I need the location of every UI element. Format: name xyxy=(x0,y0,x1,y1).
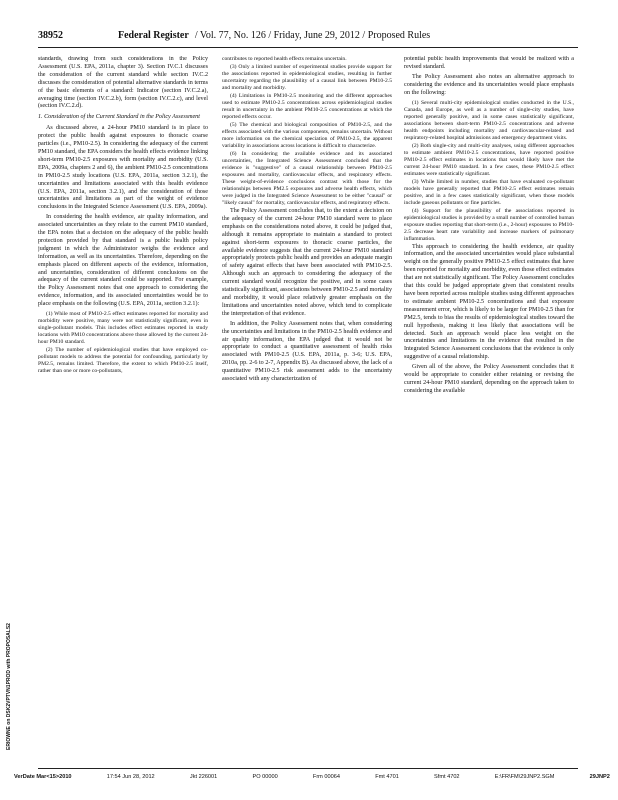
footer-fmt: Fmt 4701 xyxy=(375,774,399,780)
numbered-list xyxy=(404,100,574,243)
footer-verdate: VerDate Mar<15>2010 xyxy=(14,774,72,780)
list-item: (4) Support for the plausibility of the associations reported in epidemiological studies is provided by a small number of controlled human exposure studies reporting that short-term (i.e., 2-hour) exposures to PM10-2.5 decrease heart rate variability and increase markers of pulmonary inflammation. xyxy=(404,207,574,242)
footer-time: 17:54 Jun 28, 2012 xyxy=(106,774,155,780)
numbered-list xyxy=(38,311,208,375)
publication-title: Federal Register xyxy=(118,30,189,41)
footer-sfmt: Sfmt 4702 xyxy=(434,774,460,780)
list-item: (6) In considering the available evidence and its associated uncertainties, the Integrated Science Assessment concluded that the evidence is "suggestive" of a causal relationship between PM10-2.5 exposures and mortality, cardiovascular effects, and respiratory effects. These weight-of-evidence conclusions contrast with those for the relationships between PM2.5 exposures and adverse health effects, which were judged in the Integrated Science Assessment to be either "causal" or "likely causal" for mortality, cardiovascular effects, and respiratory effects. xyxy=(222,151,392,206)
list-item: (3) Only a limited number of experimental studies provide support for the associations reported in epidemiological studies, resulting in further uncertainty regarding the plausibility of a causal link between PM10-2.5 and mortality and morbidity. xyxy=(222,64,392,91)
list-item: contributes to reported health effects remains uncertain. xyxy=(222,56,347,62)
list-item: (2) The number of epidemiological studies that have employed co-pollutant models to address the potential for confounding, particularly by PM2.5, remains limited. Therefore, the extent to which PM10-2.5 itself, rather than one or more co-pollutants, xyxy=(38,347,208,375)
page-footer xyxy=(14,771,610,783)
footer-code: 29JNP2 xyxy=(589,774,610,780)
paragraph: standards, drawing from such considerations in the Policy Assessment (U.S. EPA, 2011a, chapter 3). Section IV.C.1 discusses the consideration of the current standard while section IV.C.2 discusses the consideration of potential alternative standards in terms of the basic elements of a standard: Indicator (section IV.C.2.a), averaging time (section IV.C.2.b), form (section IV.C.2.c), and level (section IV.C.2.d). xyxy=(38,56,208,110)
paragraph: In addition, the Policy Assessment notes that, when considering the uncertainties and limitations in the PM10-2.5 health evidence and air quality information, the EPA judged that it would not be appropriate to conduct a quantitative assessment of health risks associated with PM10-2.5 (U.S. EPA, 2011a, p. 3-6; U.S. EPA, 2010a, pp. 2-6 to 2-7, Appendix B). As discussed above, the lack of a quantitative PM10-2.5 risk assessment adds to the uncertainty associated with any characterization of xyxy=(222,320,392,383)
footer-file: E:\FR\FM\29JNP2.SGM xyxy=(494,774,555,780)
list-item: (5) The chemical and biological composition of PM10-2.5, and the effects associated with the various components, remains uncertain. Without more information on the chemical speciation of PM10-2.5, the apparent variability in associations across locations is difficult to characterize. xyxy=(222,122,392,149)
list-item: (1) While most of PM10-2.5 effect estimates reported for mortality and morbidity were positive, many were not statistically significant, even in single-pollutant models. This includes effect estimates reported in study locations with PM10 concentrations above those allowed by the current 24-hour PM10 standard. xyxy=(38,311,208,346)
paragraph: Given all of the above, the Policy Assessment concludes that it would be appropriate to consider either retaining or revising the current 24-hour PM10 standard, depending on the approach taken to considering the available xyxy=(404,364,574,394)
footer-jkt: Jkt 226001 xyxy=(189,774,218,780)
page-header xyxy=(38,30,578,46)
text-column-3 xyxy=(404,56,574,742)
paragraph: The Policy Assessment concludes that, to the extent a decision on the adequacy of the current 24-hour PM10 standard were to place emphasis on the considerations noted above, it could be judged that, although it remains appropriate to maintain a standard to protect against short-term exposures to thoracic coarse particles, the available evidence suggests that the current 24-hour PM10 standard appropriately protects public health and provides an adequate margin of safety against effects that have been associated with PM10-2.5. Although such an approach to considering the adequacy of the current standard would recognize the positive, and in some cases statistically significant, associations between PM10-2.5 and mortality and morbidity, it would place relatively greater emphasis on the limitations and uncertainties noted above, which tend to complicate the interpretation of that evidence. xyxy=(222,208,392,317)
side-note-text: ERIOWNE on DSK2VPTVN1PROD with PROPOSALS2 xyxy=(6,623,12,750)
list-item: (2) Both single-city and multi-city analyses, using different approaches to estimate ambient PM10-2.5 concentrations, have reported positive PM10-2.5 effect estimates in locations that would likely have met the current 24-hour PM10 standard. In a few cases, these PM10-2.5 effect estimates were statistically significant. xyxy=(404,142,574,177)
paragraph: As discussed above, a 24-hour PM10 standard is in place to protect the public health against exposures to thoracic coarse particles (i.e., PM10-2.5). In considering the adequacy of the current PM10 standard, the EPA considers the health effects evidence linking short-term PM10-2.5 exposures with mortality and morbidity (U.S. EPA, 2009a, chapters 2 and 6), the ambient PM10-2.5 concentrations in PM10-2.5 study locations (U.S. EPA, 2011a, section 3.2.1), the uncertainties and limitations associated with this health evidence (U.S. EPA, 2011a, section 3.2.1), and the consideration of those uncertainties and limitations as part of the weight of evidence conclusions in the Integrated Science Assessment (U.S. EPA, 2009a). xyxy=(38,125,208,211)
list-item: (3) While limited in number, studies that have evaluated co-pollutant models have generally reported that PM10-2.5 effect estimates remain positive, and in a few cases statistically significant, when those models include gaseous pollutants or fine particles. xyxy=(404,178,574,206)
footer-rule xyxy=(38,768,578,769)
list-item: (1) Several multi-city epidemiological studies conducted in the U.S., Canada, and Europe, as well as a number of single-city studies, have reported generally positive, and in some cases statistically significant, associations between short-term PM10-2.5 concentrations and adverse health endpoints including mortality and cardiovascular-related and respiratory-related hospital admissions and emergency department visits. xyxy=(404,99,574,141)
text-column-1 xyxy=(38,56,208,742)
volume-issue-date: / Vol. 77, No. 126 / Friday, June 29, 2012 / Proposed Rules xyxy=(194,30,431,41)
paragraph: The Policy Assessment also notes an alternative approach to considering the evidence and its uncertainties would place emphasis on the following: xyxy=(404,73,574,96)
text-column-2 xyxy=(222,56,392,742)
paragraph: This approach to considering the health evidence, air quality information, and the associated uncertainties would place substantial weight on the generally positive PM10-2.5 effect estimates that have been reported for mortality and morbidity, even those effect estimates that are not statistically significant. The Policy Assessment concludes that this could be judged appropriate given that consistent results have been reported across multiple studies using different approaches to estimate ambient PM10-2.5 concentrations and that exposure measurement error, which is likely to be larger for PM10-2.5 than for PM2.5, tends to bias the results of epidemiological studies toward the null hypothesis, making it less likely that associations will be detected. Such an approach would place less weight on the uncertainties and limitations in the evidence that resulted in the Integrated Science Assessment conclusions that the evidence is only suggestive of a causal relationship. xyxy=(404,243,574,361)
paragraph: potential public health improvements that would be realized with a revised standard. xyxy=(404,56,574,70)
header-rule xyxy=(38,47,578,48)
side-margin-note xyxy=(6,600,16,760)
paragraph: In considering the health evidence, air quality information, and associated uncertainties as they relate to the current PM10 standard, the EPA notes that a decision on the adequacy of the public health protection provided by that standard is a public health policy judgment in which the Administrator weighs the evidence and information, as well as its uncertainties. Therefore, depending on the emphasis placed on different aspects of the evidence, information, and uncertainties, consideration of different conclusions on the adequacy of the current standard could be supported. For example, the Policy Assessment notes that one approach to considering the evidence, information, and its associated uncertainties would be to place emphasis on the following (U.S. EPA, 2011a, section 3.2.1): xyxy=(38,214,208,308)
list-item: (4) Limitations in PM10-2.5 monitoring and the different approaches used to estimate PM10-2.5 concentrations across epidemiological studies result in uncertainty in the ambient PM10-2.5 concentrations at which the reported effects occur. xyxy=(222,93,392,120)
footer-frm: Frm 00064 xyxy=(312,774,340,780)
section-heading: 1. Consideration of the Current Standard in the Policy Assessment xyxy=(38,114,200,121)
numbered-list xyxy=(222,56,392,207)
page-number: 38952 xyxy=(38,30,63,41)
footer-po: PO 00000 xyxy=(252,774,278,780)
